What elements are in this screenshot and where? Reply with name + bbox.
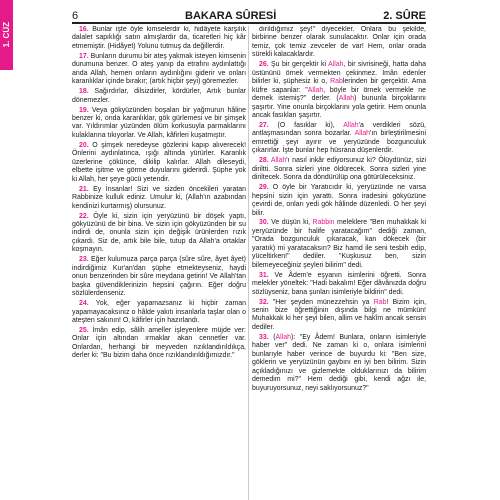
verse-text: Veya gökyüzünden boşalan bir yağmurun hâline benzer ki, onda karanlıklar, gök gürlemesi ve bir şimşek var. Yıldırımlar yüzünden ölüm korkusuyla parmaklarını kulaklarına tıkıyorlar. Ve Allah, kâfirleri kuşatmıştır. [72, 106, 246, 139]
verse-text: ( [268, 333, 276, 341]
verse-paragraph [72, 142, 246, 184]
verse-paragraph [252, 61, 426, 120]
column-divider [248, 26, 249, 500]
verse-paragraph [72, 53, 246, 87]
divine-name: Allah [343, 121, 359, 129]
verse-text: Eğer kulumuza parça parça (sûre sûre, âyet âyet) indirdiğimiz Kur'an'dan şüphe etmekteyseniz, haydi onun benzerinden bir sûre meydana getirin! Ve Allah'tan başka güvendiklerinizin hepsini çağırın. Eğer doğru sözlülerdenseniz. [72, 256, 246, 298]
verse-paragraph [72, 107, 246, 141]
verse-text: Sağırdırlar, dilsizdirler, kördürler, Artık bunlar dönemezler. [72, 88, 246, 104]
verse-text: Yok, eğer yapamazsanız ki hiçbir zaman yapamayacaksınız o hâlde yakıtı insanlarla taşlar olan o ateşten sakının! O, kâfirler için hazırlandı. [72, 300, 246, 324]
verse-text: Şu bir gerçektir ki [268, 61, 329, 69]
verse-number: 32. [259, 298, 269, 306]
verse-text: O şimşek neredeyse gözlerini kapıp alıverecek! Önlerini aydınlatınca, ışığı altında yürürler. Karanlık üzerlerine çökünce, dikilip kalırlar. Allah dileseydi, elbette işitme ve görme duyularını giderirdi. Şüphe yok ki Allah, her şeye gücü yetendir. [72, 141, 246, 183]
verse-text: ! Bizim için, senin bize öğrettiğinin dışında bilgi ne mümkün! Muhakkak ki her şeyi bilen, allim ve hakîm ancak sensin dediler. [252, 298, 426, 331]
verse-number: 30. [259, 219, 269, 227]
verse-text: 'ın birleştirilmesini emrettiği şeyi ayırır ve yeryüzünde bozgunculuk çıkarırlar. İşte bunlar hep hüsrana düşenlerdir. [252, 130, 426, 155]
juz-side-tab [0, 0, 13, 70]
verse-text: Öyle ki, sizin için yeryüzünü bir döşek yaptı, gökyüzünü de bir bina. Ve sizin için gökyüzünden bir su indirdi de, onunla sizin için değişik ürünlerden rızık çıkardı. Siz de, artık bile bile, tutup da Allah'a ortaklar koşmayın. [72, 212, 246, 254]
verse-paragraph [72, 300, 246, 325]
divine-name: Allah [328, 61, 344, 69]
divine-name: Allah [354, 130, 371, 138]
verse-paragraph [72, 327, 246, 361]
verse-text: , bir sivrisineği, hatta daha üstününü örnek vermekten çekinmez. İmân edenler bilirler ki, şüphesiz ki o, [252, 61, 426, 86]
divine-name: Allah [270, 157, 287, 165]
verse-paragraph [72, 186, 246, 211]
verse-paragraph [252, 157, 426, 182]
verse-text: O öyle bir Yaratıcıdır ki, yeryüzünde ne varsa hepsini sizin için yarattı. Sonra iradesini gökyüzüne çevirdi de, onları yedi gök hâlinde düzenledi. O her şeyi bilir. [252, 184, 426, 217]
verse-number: 28. [259, 157, 269, 165]
verse-number: 21. [79, 185, 89, 193]
verse-text: dırıldığımız şey!" diyecekler. Onlara bu şekilde, birbirine benzer olarak sunulacaktır. Onlar için orada temiz, çok temiz zevceler de var! Hem, onlar orada sürekli kalacaklardır. [252, 26, 426, 59]
left-column [72, 26, 246, 500]
divine-name: Rabbin [312, 219, 335, 227]
verse-text: (O fasıklar ki), [268, 121, 344, 129]
verse-text: İmân edip, sâlih ameller işleyenlere müjde ver: Onlar için altından ırmaklar akan cennetler var. Onlardan, herhangi bir meyveden rızıklandırıldıkça, derler ki: "Bu bizim daha önce rızıklandırıldığımızdır." [72, 326, 246, 360]
header-rule [72, 22, 426, 24]
divine-name: Allah [307, 86, 324, 94]
verse-text: meleklere "Ben muhakkak ki yeryüzünde bir halife yaratacağım" dediği zaman, "Orada bozgunculuk çıkaracak, kan dökecek (bir yaratık) mi yaratacaksın? Biz hamd ile seni tesbih edip, yüceltirken!" dediler. "Kuşkusuz ben, sizin bilemeyeceğiniz şeyleri bilirim" dedi. [252, 219, 426, 269]
verse-number: 23. [79, 256, 89, 264]
verse-number: 18. [79, 88, 89, 96]
verse-paragraph [252, 184, 426, 218]
verse-text: lerinden bir gerçektir. Ama küfre sapanlar: " [252, 78, 426, 94]
verse-number: 26. [259, 61, 269, 69]
verse-text: Ey İnsanlar! Sizi ve sizden öncekileri yaratan Rabbinize kulluk ediniz. Umulur ki, (Allah'ın azabından kendinizi kurtarmış) olursunuz. [72, 185, 246, 210]
verse-number: 31. [259, 271, 269, 279]
verse-number: 20. [79, 141, 89, 149]
verse-number: 22. [79, 212, 89, 220]
divine-name: Rab [373, 298, 387, 306]
verse-paragraph [72, 88, 246, 105]
verse-text: , böyle bir örnek vermekle ne demek istemiş?" derler. ( [252, 86, 426, 103]
verse-text: Bunlar işte öyle kimselerdir ki, hidâyete karşılık dalalet sapıklığı satın almışlardır da, ticaretleri hiç kâr etmemiştir. (Hidâyet) Yolunu tutmuş da değillerdir. [72, 26, 246, 50]
verse-paragraph [72, 26, 246, 51]
verse-paragraph [252, 272, 426, 297]
verse-paragraph [252, 299, 426, 333]
verse-number: 27. [259, 121, 269, 129]
page-header [72, 4, 426, 22]
verse-paragraph [252, 219, 426, 270]
verse-number: 19. [79, 106, 89, 114]
verse-number: 29. [259, 184, 269, 192]
sura-number: 2. SÛRE [383, 10, 426, 22]
verse-text: ): "Ey Âdem! Bunlara, onların isimleriyle haber ver" dedi. Ne zaman ki o, onlara isimlerini bunlarıyle haber verince de buyurdu ki: "Ben size, göklerin ve yeryüzünün gaybını en iyi ben bilirim. Sizin açıkladığınızı ve gizlemekte olduklarınızı da bilirim demedim mi?" Hem dediği gibi, kendi ağzı ile, buyuruyorsunuz, neyi saklıyorsunuz?" [252, 333, 426, 392]
verse-number: 17. [79, 52, 89, 60]
sura-title: BAKARA SÛRESİ [185, 10, 277, 22]
divine-name: Rab [330, 78, 343, 86]
verse-text: Bunların durumu bir ateş yakmak isteyen kimsenin durumuna benzer. O ateş yanıp da etrafını aydınlattığı anda Allah, hemen onların aydınlığını giderir ve onları karanlıklar içinde bırakır; (artık hiçbir şeyi) göremezler. [72, 52, 246, 86]
verse-text: Ve düşün ki, [268, 219, 313, 227]
divine-name: Allah [338, 95, 355, 103]
verse-number: 16. [79, 26, 89, 33]
right-column [252, 26, 426, 500]
verse-text: 'ı nasıl inkâr ediyorsunuz ki? Ölüydünüz, sizi diriltti. Sonra sizleri yine öldürecek. Sonra sizleri yine diriltecek. Sonra da döndürülüp ona götürüleceksiniz. [252, 157, 426, 182]
verse-number: 24. [79, 300, 89, 308]
verse-number: 25. [79, 326, 89, 334]
verse-paragraph [252, 334, 426, 393]
verse-text: "Her şeyden münezzehsin ya [268, 298, 374, 306]
verse-paragraph [72, 256, 246, 298]
verse-paragraph [252, 26, 426, 60]
verse-paragraph [72, 213, 246, 255]
divine-name: Allah [275, 333, 291, 341]
verse-number: 33. [259, 333, 269, 341]
verse-paragraph [252, 122, 426, 156]
verse-text: Ve Âdem'e eşyanın isimlerini öğretti. Sonra melekler yöneltek: "Hadi bakalım! Eğer dâvânızda doğru sözlüyseniz, bana şunları isimleriyle bildirin" dedi. [252, 271, 426, 296]
verse-text: ) bununla birçoklarını şaşırtır. Yine onunla birçoklarını yola getirir. Hem onunla ancak fasıkları şaşırtır. [252, 95, 426, 120]
juz-label: 1. CÜZ [2, 22, 11, 48]
verse-text: 'a verdikleri sözü, antlaşmasından sonra bozarlar. [252, 121, 426, 138]
page-number: 6 [72, 10, 79, 22]
